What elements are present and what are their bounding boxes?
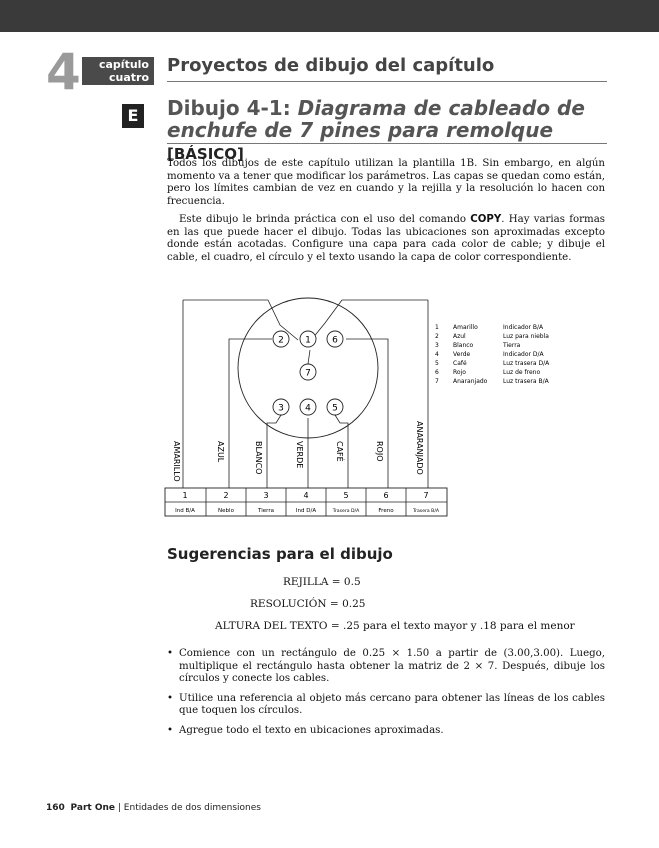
pin-4 [300,399,316,415]
wire-6 [346,339,388,488]
terminal-func-3: Tierra [258,508,274,514]
terminal-func-1: Ind B/A [175,508,195,514]
svg-text:7: 7 [305,368,311,379]
suggestion-item: • Comience con un rectángulo de 0.25 × 1.50 a partir de (3.00,3.00). Luego, multiplique el rectángulo hasta obtener la matriz de 2 × 7. Después, dibuje los círculos y conecte los cables. [167,648,605,686]
svg-text:Verde: Verde [453,351,471,358]
svg-text:Indicador D/A: Indicador D/A [503,351,544,358]
suggestions-list [167,648,605,745]
chapter-label-line1: capítulo [98,58,149,71]
drawing-level-tag: [BÁSICO] [167,145,244,163]
terminal-num-3: 3 [263,491,269,500]
svg-text:Blanco: Blanco [453,342,474,349]
svg-text:1: 1 [305,335,311,346]
wire-label-blanco: BLANCO [254,441,263,475]
svg-text:5: 5 [332,403,338,414]
svg-text:Luz de freno: Luz de freno [503,369,541,376]
legend [435,324,550,385]
pin-3 [273,399,289,415]
wire-label-anaranjado: ANARANJADO [415,421,424,475]
pin-5 [327,399,343,415]
page-number: 160 [46,803,65,813]
setting-grid: REJILLA = 0.5 [283,576,361,588]
terminal-num-1: 1 [182,491,188,500]
terminal-num-2: 2 [223,491,229,500]
terminal-num-5: 5 [343,491,349,500]
page-footer [46,803,261,813]
footer-chapter-title: Entidades de dos dimensiones [123,803,261,813]
pin-2 [273,331,289,347]
wire-label-amarillo: AMARILLO [172,441,181,482]
svg-text:Anaranjado: Anaranjado [453,378,488,385]
pin-1 [300,331,316,347]
svg-text:6: 6 [435,369,439,376]
svg-text:Indicador B/A: Indicador B/A [503,324,544,331]
setting-resolution: RESOLUCIÓN = 0.25 [250,598,366,610]
svg-text:Luz para niebla: Luz para niebla [503,333,549,340]
svg-text:1: 1 [435,324,439,331]
svg-text:Rojo: Rojo [453,369,466,376]
svg-text:2: 2 [278,335,284,346]
difficulty-badge: E [122,104,144,128]
drawing-title-divider [167,143,607,144]
section-title: Proyectos de dibujo del capítulo [167,55,495,76]
pin-6 [327,331,343,347]
svg-text:Luz trasera B/A: Luz trasera B/A [503,378,549,385]
chapter-label-line2: cuatro [108,71,149,84]
terminal-func-7: Trasera B/A [412,509,440,514]
terminal-func-6: Freno [378,508,394,514]
drawing-title-italic: Diagrama de cableado de enchufe de 7 pines para remolque [167,96,585,142]
terminal-func-4: Ind D/A [295,508,317,514]
title-divider [167,81,607,82]
svg-text:4: 4 [305,403,311,414]
footer-part: Part One [70,803,115,813]
svg-text:Luz trasera D/A: Luz trasera D/A [503,360,550,367]
wire-7 [308,350,310,364]
svg-text:Café: Café [453,360,467,367]
suggestion-item: • Utilice una referencia al objeto más cercano para obtener las líneas de los cables que toquen los círculos. [167,693,605,718]
svg-text:4: 4 [435,351,439,358]
terminal-func-5: Trasera D/A [332,509,360,514]
wire-label-rojo: ROJO [375,441,384,462]
pin-7 [300,364,316,380]
terminal-func-2: Neblo [218,508,234,514]
terminal-num-6: 6 [383,491,389,500]
svg-text:Azul: Azul [453,333,466,340]
svg-text:7: 7 [435,378,439,385]
drawing-title [167,97,607,165]
svg-text:Amarillo: Amarillo [453,324,478,331]
wire-label-verde: VERDE [295,441,304,469]
wire-label-azul: AZUL [216,441,225,463]
svg-text:3: 3 [435,342,439,349]
svg-text:Tierra: Tierra [503,342,521,349]
setting-text-height: ALTURA DEL TEXTO = .25 para el texto mayor y .18 para el menor [215,620,575,632]
wiring-diagram [160,295,580,523]
terminal-num-7: 7 [423,491,429,500]
paragraph-instructions-before: Este dibujo le brinda práctica con el uso del comando [179,214,471,225]
svg-text:5: 5 [435,360,439,367]
svg-text:3: 3 [278,403,284,414]
paragraph-intro: Todos los dibujos de este capítulo utilizan la plantilla 1B. Sin embargo, en algún momento va a tener que modificar los parámetros. Las capas se quedan como están, pero los límites cambian de vez en cuando y la rejilla y la resolución lo hacen con frecuencia. [167,158,605,207]
chapter-label [82,57,154,85]
command-name: COPY [470,214,502,225]
footer-separator: | [117,803,121,813]
wire-label-cafe: CAFÉ [335,441,344,462]
chapter-number: 4 [46,43,81,101]
wire-2 [229,339,272,488]
terminal-num-4: 4 [303,491,309,500]
suggestion-item: • Agregue todo el texto en ubicaciones aproximadas. [167,725,605,738]
suggestions-title: Sugerencias para el dibujo [167,545,393,563]
top-bar [0,0,659,32]
drawing-title-prefix: Dibujo 4-1: [167,96,298,120]
paragraph-instructions [167,214,605,264]
paragraph-instructions-after: . Hay varias formas en las que puede hacer el dibujo. Todas las ubicaciones son aproximadas excepto donde están acotadas. Configure una capa para cada color de cable; y dibuje el cable, el cuadro, el círculo y el texto usando la capa de color correspondiente. [167,214,605,263]
svg-text:2: 2 [435,333,439,340]
svg-text:6: 6 [332,335,338,346]
